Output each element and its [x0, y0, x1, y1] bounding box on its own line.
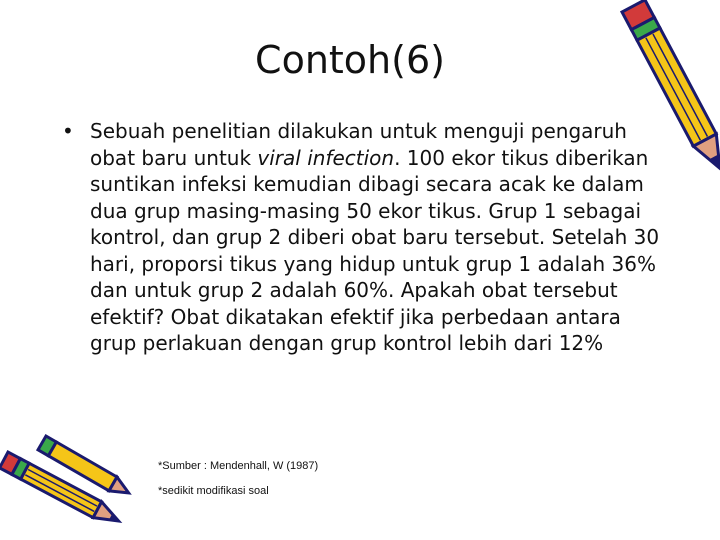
source-note: *Sumber : Mendenhall, W (1987)	[158, 460, 319, 472]
slide-title: Contoh(6)	[255, 38, 445, 82]
footnotes	[158, 460, 318, 510]
pencil-clipart-icon	[592, 0, 720, 200]
body-text	[62, 118, 662, 357]
pencil-clipart-icon	[0, 430, 140, 540]
paragraph-italic-term: viral infection	[257, 145, 395, 170]
bullet-marker: •	[62, 119, 74, 143]
problem-paragraph	[90, 118, 662, 357]
modification-note: *sedikit modifikasi soal	[158, 485, 269, 497]
paragraph-text-end: . 100 ekor tikus diberikan suntikan infeksi kemudian dibagi secara acak ke dalam dua grup masing-masing 50 ekor tikus. Grup 1 sebagai kontrol, dan grup 2 diberi obat baru tersebut. Setelah 30 hari, proporsi tikus yang hidup untuk grup 1 adalah 36% dan untuk grup 2 adalah 60%. Apakah obat tersebut efektif? Obat dikatakan efektif jika perbedaan antara grup perlakuan dengan grup kontrol lebih dari 12%	[90, 145, 660, 355]
paragraph-text-start: Sebuah penelitian dilakukan untuk menguji pengaruh obat baru untuk	[90, 119, 627, 170]
